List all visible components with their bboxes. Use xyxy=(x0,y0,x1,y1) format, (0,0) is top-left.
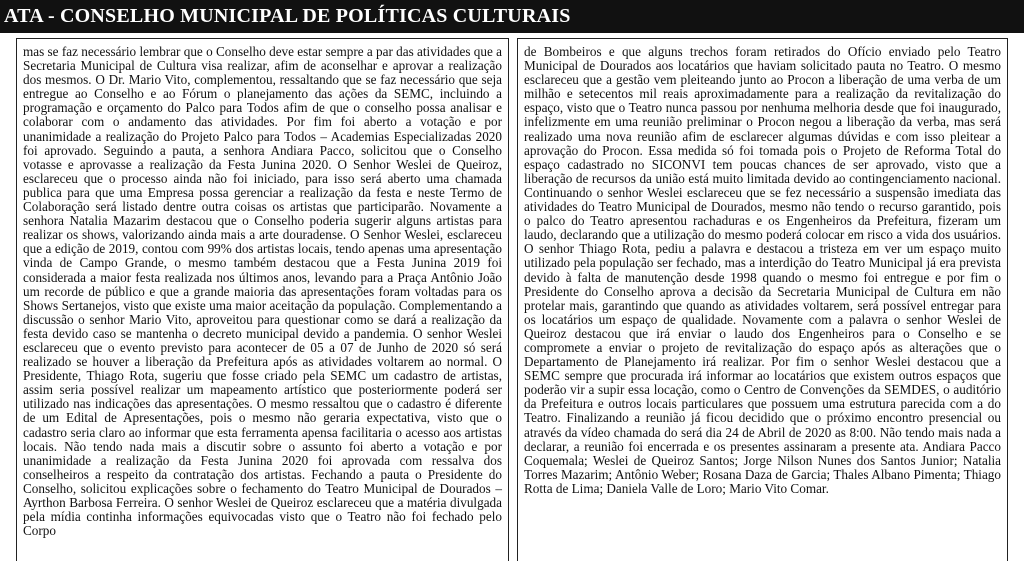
left-column xyxy=(16,38,509,561)
right-column-text: de Bombeiros e que alguns trechos foram retirados do Ofício enviado pelo Teatro Municipal de Dourados aos locatários que haviam solicitado pauta no Teatro. O mesmo esclareceu que a gestão vem pleiteando junto ao Procon a liberação de uma verba de um milhão e setecentos mil reais aproximadamente para a realização da revitalização do espaço, visto que o Teatro nunca passou por nenhuma melhoria desde que foi inaugurado, infelizmente em uma reunião preliminar o Procon negou a liberação da verba, mas será realizado uma nova reunião afim de esclarecer algumas dúvidas e com isso pleitear a aprovação do Procon. Essa medida só foi tomada pois o Projeto de Reforma Total do espaço cadastrado no SICONVI tem poucas chances de ser aprovado, visto que a liberação de recursos da união está muito limitada devido ao contingenciamento nacional. Continuando o senhor Weslei esclareceu que se fez necessário a suspensão imediata das atividades do Teatro Municipal de Dourados, mesmo não tendo o recurso garantido, pois o palco do Teatro apresentou rachaduras e os Engenheiros da Prefeitura, fizeram um laudo, declarando que a utilização do mesmo poderá colocar em risco a vida dos usuários. O senhor Thiago Rota, pediu a palavra e destacou a tristeza em ver um espaço muito utilizado pela população ser fechado, mas a interdição do Teatro Municipal já era prevista devido à falta de manutenção desde 1998 quando o mesmo foi entregue e por fim o Presidente do Conselho aprova a decisão da Secretaria Municipal de Cultura em não protelar mais, garantindo que quando as atividades voltarem, será possível entregar para os locatários um espaço de qualidade. Novamente com a palavra o senhor Weslei de Queiroz destacou que irá enviar o laudo dos Engenheiros para o Conselho e se compromete a enviar o projeto de revitalização do espaço após as alterações que o Departamento de Planejamento irá realizar. Por fim o senhor Weslei destacou que a SEMC sempre que procurada irá informar ao locatários que existem outros espaços que poderão vir a supir essa locação, como o Centro de Convenções da SEMDES, o auditório da Prefeitura e outros locais particulares que possuem uma estrutura parecida com a do Teatro. Finalizando a reunião já ficou decidido que o próximo encontro presencial ou através da vídeo chamada do será dia 24 de Abril de 2020 as 8:00. Não tendo mais nada a declarar, a reunião foi encerrada e os presentes assinaram a presente ata. Andiara Pacco Coquemala; Weslei de Queiroz Santos; Jorge Nilson Nunes dos Santos Junior; Natalia Torres Mazarim; Antônio Weber; Rosana Daza de Garcia; Thales Albano Pimenta; Thiago Rotta de Lima; Daniela Valle de Loro; Mario Vito Comar. xyxy=(524,44,1001,496)
section-header xyxy=(0,0,1024,33)
right-column xyxy=(517,38,1008,561)
section-title: ATA - CONSELHO MUNICIPAL DE POLÍTICAS CULTURAIS xyxy=(4,5,571,27)
left-column-text: mas se faz necessário lembrar que o Conselho deve estar sempre a par das atividades que a Secretaria Municipal de Cultura visa realizar, afim de aconselhar e aprovar a realização dos mesmos. O Dr. Mario Vito, complementou, ressaltando que se faz necessário que seja entregue ao Conselho e ao Fórum o planejamento das ações da SEMC, incluindo a programação e orçamento do Palco para Todos afim de que o conselho possa analisar e colaborar com o andamento das atividades. Por fim foi aberto a votação e por unanimidade a realização do Projeto Palco para Todos – Academias Especializadas 2020 foi aprovado. Seguindo a pauta, a senhora Andiara Pacco, solicitou que o Conselho votasse e aprovasse a realização da Festa Junina 2020. O Senhor Weslei de Queiroz, esclareceu que o processo ainda não foi iniciado, para isso será aberto uma chamada publica para que uma Empresa possa gerenciar a realização da festa e neste Termo de Colaboração será listado dentre outra coisas os artistas que participarão. Novamente a senhora Natalia Mazarim destacou que o Conselho poderia sugerir alguns artistas para realizar os shows, valorizando ainda mais a arte douradense. O Senhor Weslei, esclareceu que a edição de 2019, contou com 99% dos artistas locais, tendo apenas uma apresentação vinda de Campo Grande, o mesmo também destacou que a Festa Junina 2019 foi considerada a maior festa realizada nos últimos anos, levando para a Praça Antônio João um recorde de público e que a grande maioria das apresentações foram voltadas para os Shows Sertanejos, visto que existe uma maior aceitação da população. Complementando a discussão o senhor Mario Vito, aproveitou para questionar como se dará a realização da festa devido caso se mantenha o decreto municipal devido a pandemia. O senhor Weslei esclareceu que o evento previsto para acontecer de 05 a 07 de Junho de 2020 só será realizado se houver a liberação da Prefeitura após as atividades voltarem ao normal. O Presidente, Thiago Rota, sugeriu que fosse criado pela SEMC um cadastro de artistas, assim seria possível realizar um mapeamento artístico que posteriormente poderá ser utilizado nas indicações das apresentações. O mesmo ressaltou que o cadastro é diferente de um Edital de Apresentações, pois o mesmo não geraria expectativa, visto que o cadastro seria claro ao informar que esta ferramenta apensa facilitaria o acesso aos artistas locais. Não tendo nada mais a discutir sobre o assunto foi aberto a votação e por unanimidade a realização da Festa Junina 2020 foi aprovada com ressalva dos conselheiros a respeito da contratação dos artistas. Fechando a pauta o Presidente do Conselho, solicitou explicações sobre o fechamento do Teatro Municipal de Dourados – Ayrthon Barbosa Ferreira. O senhor Weslei de Queiroz esclareceu que a matéria divulgada pela mídia continha informações equivocadas visto que o Teatro não foi fechado pelo Corpo xyxy=(23,44,502,539)
